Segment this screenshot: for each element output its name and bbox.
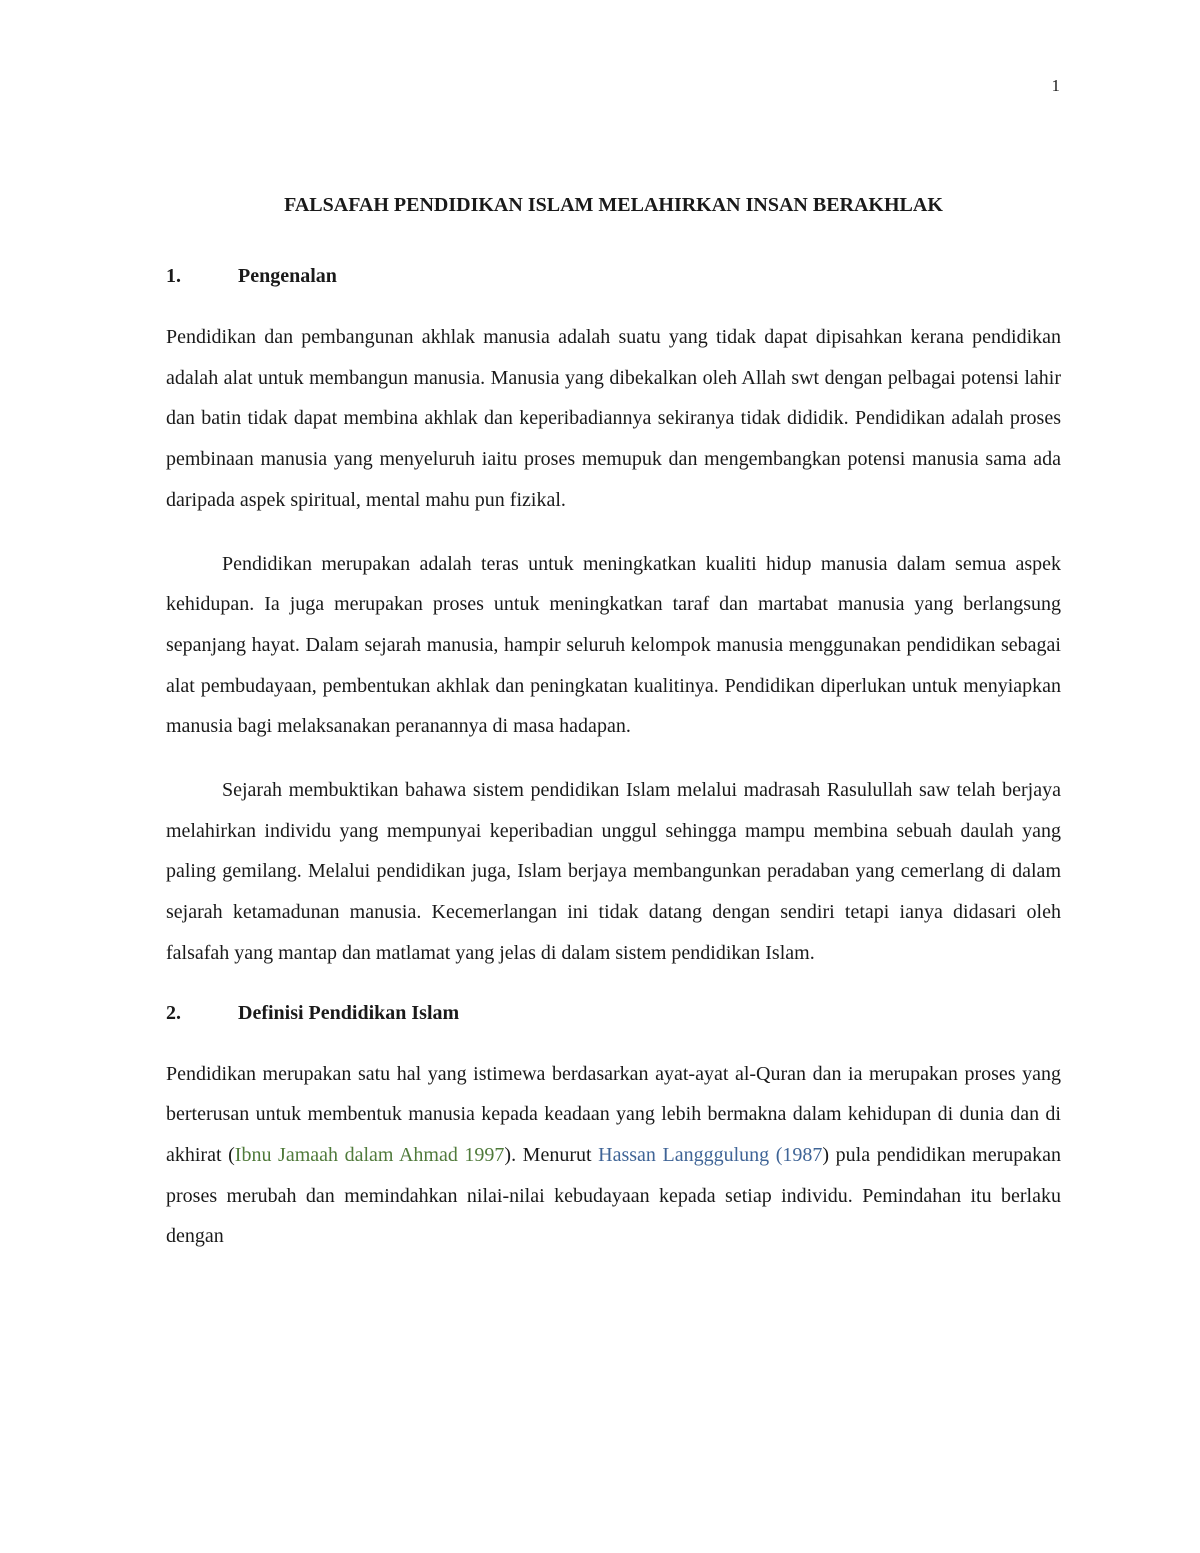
paragraph-text: ). Menurut <box>504 1143 599 1166</box>
page-number: 1 <box>1051 76 1060 95</box>
section-number: 1. <box>166 265 181 287</box>
section-heading-definisi <box>166 997 1061 1029</box>
paragraph-4 <box>166 1054 1061 1258</box>
document-title: FALSAFAH PENDIDIKAN ISLAM MELAHIRKAN INSAN BERAKHLAK <box>284 194 943 216</box>
paragraph-text: Pendidikan merupakan satu hal yang istimewa berdasarkan ayat-ayat al-Quran dan ia merupakan proses yang berterusan untuk membentuk manusia kepada keadaan yang lebih bermakna dalam kehidupan di dunia dan di akhirat ( <box>166 1062 1061 1166</box>
paragraph-2: Pendidikan merupakan adalah teras untuk meningkatkan kualiti hidup manusia dalam semua aspek kehidupan. Ia juga merupakan proses untuk meningkatkan taraf dan martabat manusia yang berlangsung sepanjang hayat. Dalam sejarah manusia, hampir seluruh kelompok manusia menggunakan pendidikan sebagai alat pembudayaan, pembentukan akhlak dan peningkatan kualitinya. Pendidikan diperlukan untuk menyiapkan manusia bagi melaksanakan peranannya di masa hadapan. <box>166 552 1061 738</box>
section-title: Pengenalan <box>238 265 337 287</box>
paragraph-3: Sejarah membuktikan bahawa sistem pendidikan Islam melalui madrasah Rasulullah saw telah berjaya melahirkan individu yang mempunyai keperibadian unggul sehingga mampu membina sebuah daulah yang paling gemilang. Melalui pendidikan juga, Islam berjaya membangunkan peradaban yang cemerlang di dalam sejarah ketamadunan manusia. Kecemerlangan ini tidak datang dengan sendiri tetapi ianya didasari oleh falsafah yang mantap dan matlamat yang jelas di dalam sistem pendidikan Islam. <box>166 779 1061 964</box>
citation-ibnu-jamaah: Ibnu Jamaah dalam Ahmad 1997 <box>234 1143 505 1166</box>
section-number: 2. <box>166 1001 181 1024</box>
section-heading-pengenalan <box>166 260 1061 292</box>
paragraph-1: Pendidikan dan pembangunan akhlak manusia adalah suatu yang tidak dapat dipisahkan kerana pendidikan adalah alat untuk membangun manusia. Manusia yang dibekalkan oleh Allah swt dengan pelbagai potensi lahir dan batin tidak dapat membina akhlak dan keperibadiannya sekiranya tidak dididik. Pendidikan adalah proses pembinaan manusia yang menyeluruh iaitu proses memupuk dan mengembangkan potensi manusia sama ada daripada aspek spiritual, mental mahu pun fizikal. <box>166 326 1061 511</box>
section-title: Definisi Pendidikan Islam <box>238 1001 460 1024</box>
paragraph-text: ) pula pendidikan merupakan proses merubah dan memindahkan nilai-nilai kebudayaan kepada setiap individu. Pemindahan itu berlaku dengan <box>166 1143 1062 1248</box>
citation-hassan-langgulung: Hassan Langggulung (1987 <box>598 1143 823 1166</box>
document-body <box>166 189 1061 1257</box>
